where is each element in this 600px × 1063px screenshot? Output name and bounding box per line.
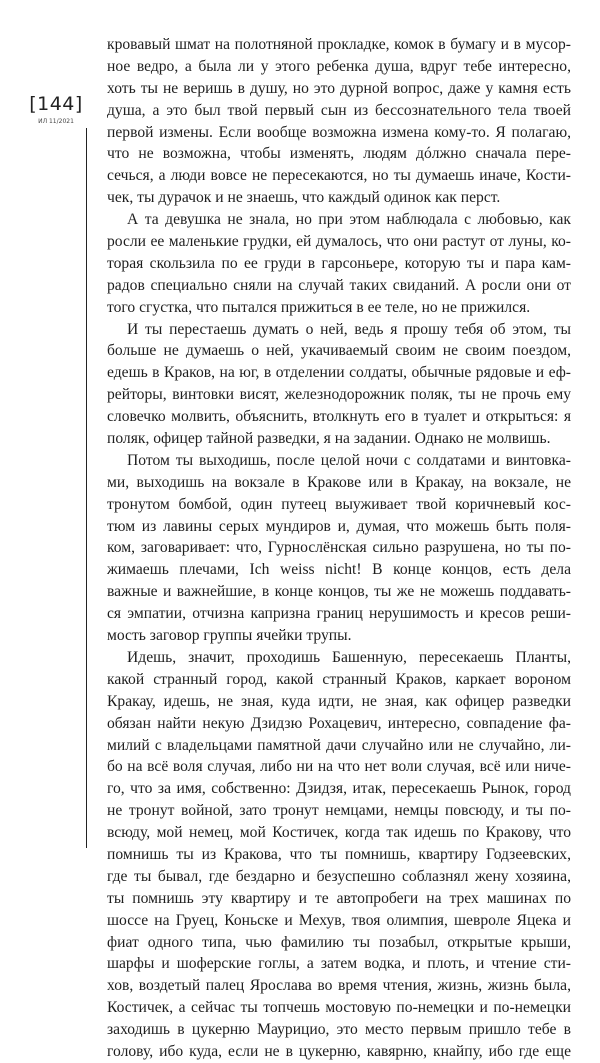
text-line: чек, ты дурачок и не знаешь, что каждый одинок как перст. <box>107 189 501 207</box>
text-line: едешь в Краков, на юг, в отделении солдаты, обычные рядовые и еф- <box>107 364 571 382</box>
text-line: тюм из лавины серых мундиров и, думая, что можешь быть поля- <box>107 517 571 535</box>
body-text <box>107 34 571 1063</box>
text-line: тронутом бомбой, один путеец выуживает твой коричневый кос- <box>107 495 571 513</box>
margin-rule <box>86 128 87 848</box>
text-line: хоть ты не веришь в душу, но это дурной вопрос, даже у камня есть <box>107 79 571 97</box>
issue-label: ИЛ 11/2021 <box>38 118 74 125</box>
text-line: ми, выходишь на вокзале в Кракове или в Кракау, на вокзале, не <box>107 473 571 491</box>
text-line: больше не думаешь о ней, укачиваемый своим не своим поездом, <box>107 342 571 360</box>
text-line: какой странный город, какой странный Краков, каркает вороном <box>107 670 571 688</box>
text-line: го, что за имя, собственно: Дзидзя, итак, пересекаешь Рынок, город <box>107 780 571 798</box>
text-line: милий с владельцами памятной дачи случайно или не случайно, ли- <box>107 736 571 754</box>
text-line: Костичек, а сейчас ты топчешь мостовую по-немецки и по-немецки <box>107 999 571 1017</box>
text-line: Потом ты выходишь, после целой ночи с солдатами и винтовка- <box>127 451 571 469</box>
text-line: шарфы и шоферские гоглы, а затем водка, и плоть, и чтение сти- <box>107 955 571 973</box>
text-line: обязан найти некую Дзидзю Рохацевич, интересно, совпадение фа- <box>107 714 571 732</box>
text-line: рейторы, винтовки висят, железнодорожник поляк, ты не прочь ему <box>107 386 571 404</box>
text-line: ком, заговаривает: что, Гурнослёнская сильно разрушена, но ты по- <box>107 539 571 557</box>
text-line: ное ведро, а была ли у этого ребенка душа, вдруг тебе интересно, <box>107 57 571 75</box>
text-line: бо на всё воля случая, либо ни на что нет воли случая, всё или ниче- <box>107 758 571 776</box>
text-line: фиат одного типа, чью фамилию ты позабыл, открытые крыши, <box>107 933 571 951</box>
text-line: Кракау, идешь, не зная, куда идти, не зная, как офицер разведки <box>107 692 571 710</box>
text-line: жимаешь плечами, Ich weiss nicht! В конце концов, есть дела <box>107 561 571 579</box>
text-line: ся эмпатии, отчизна капризна границ нерушимость и кресов реши- <box>107 605 571 623</box>
text-line: мость заговор группы ячейки трупы. <box>107 627 352 645</box>
text-line: душа, а это был твой первый сын из бессознательного тела твоей <box>107 101 571 119</box>
text-line: всюду, мой немец, мой Костичек, когда так идешь по Кракову, что <box>107 824 571 842</box>
text-line: кровавый шмат на полотняной прокладке, комок в бумагу и в мусор- <box>107 36 571 53</box>
text-line: первой измены. Если вообще возможна измена кому-то. Я полагаю, <box>107 123 571 141</box>
page-number: [144] <box>29 93 83 115</box>
text-line: словечко молвить, объяснить, втолкнуть его в туалет и открыться: я <box>107 408 571 426</box>
text-line: важные и важнейшие, в конце концов, ты же не можешь поддавать- <box>107 583 571 601</box>
text-line: где ты бывал, где бездарно и безуспешно соблазнял жену хозяина, <box>107 867 571 885</box>
text-line: торая скользила по ее груди в гарсоньере, которую ты и пара кам- <box>107 254 571 272</box>
text-line: не тронут войной, зато тронут немцами, немцы повсюду, и ты по- <box>107 802 571 820</box>
text-line: что не возможна, чтобы изменять, людям дóлжно сначала пере- <box>107 145 571 163</box>
text-line: И ты перестаешь думать о ней, ведь я прошу тебя об этом, ты <box>127 320 571 338</box>
text-line: помнишь ты из Кракова, что ты помнишь, квартиру Годзеевских, <box>107 845 571 863</box>
text-line: шоссе на Груец, Коньске и Мехув, твоя олимпия, шевроле Яцека и <box>107 911 571 929</box>
text-line: сечься, а люди вовсе не пересекаются, но ты думаешь иначе, Кости- <box>107 167 571 185</box>
text-line: радов специально сняли на случай таких свиданий. А росли они от <box>107 276 571 294</box>
text-line: ты помнишь эту квартиру и те автопробеги на трех машинах по <box>107 889 571 907</box>
text-line: голову, ибо куда, если не в цукерню, кавярню, кнайпу, ибо где еще <box>107 1042 571 1060</box>
text-line: поляк, офицер тайной разведки, я на задании. Однако не молвишь. <box>107 430 551 448</box>
text-line: заходишь в цукерню Маурицио, это место первым пришло тебе в <box>107 1021 571 1039</box>
text-line: Идешь, значит, проходишь Башенную, пересекаешь Планты, <box>127 648 571 666</box>
text-line: А та девушка не знала, но при этом наблюдала с любовью, как <box>127 211 571 229</box>
text-line: того сгустка, что пытался прижиться в ее теле, но не прижился. <box>107 298 531 316</box>
text-line: хов, воздетый палец Ярослава во время чтения, жизнь, жизнь была, <box>107 977 571 995</box>
text-line: росли ее маленькие грудки, ей думалось, что они растут от луны, ко- <box>107 233 571 251</box>
